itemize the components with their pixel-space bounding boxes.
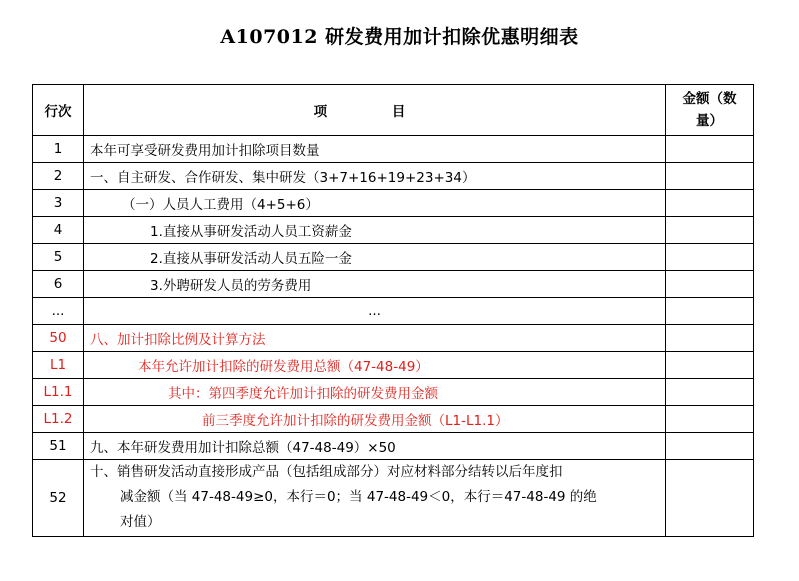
row-number: ... <box>33 298 84 325</box>
row-number: 5 <box>33 244 84 271</box>
table-row <box>33 136 754 163</box>
row-item-line2: 减金额（当 47-48-49≥0，本行＝0；当 47-48-49＜0，本行＝47-48-49 的绝 <box>120 489 597 505</box>
amount-cell[interactable] <box>666 460 754 537</box>
row-number: 2 <box>33 163 84 190</box>
row-item: ... <box>84 298 666 325</box>
row-item: 其中：第四季度允许加计扣除的研发费用金额 <box>84 379 666 406</box>
amount-cell[interactable] <box>666 406 754 433</box>
amount-cell[interactable] <box>666 190 754 217</box>
row-item: （一）人员人工费用（4+5+6） <box>84 190 666 217</box>
row-number: L1 <box>33 352 84 379</box>
row-number: 51 <box>33 433 84 460</box>
header-item-label: 项 目 <box>313 104 436 120</box>
row-item: 1.直接从事研发活动人员工资薪金 <box>84 217 666 244</box>
amount-cell[interactable] <box>666 433 754 460</box>
table-row <box>33 244 754 271</box>
table-header-row <box>33 85 754 136</box>
page-title: A107012 研发费用加计扣除优惠明细表 <box>220 26 579 48</box>
table-row <box>33 271 754 298</box>
row-item: 九、本年研发费用加计扣除总额（47-48-49）×50 <box>84 433 666 460</box>
row-number: L1.1 <box>33 379 84 406</box>
row-number: 50 <box>33 325 84 352</box>
row-number: L1.2 <box>33 406 84 433</box>
row-item: 2.直接从事研发活动人员五险一金 <box>84 244 666 271</box>
amount-cell[interactable] <box>666 271 754 298</box>
table-row <box>33 433 754 460</box>
header-item <box>84 85 666 136</box>
deduction-table <box>32 84 754 537</box>
row-item-line1: 十、销售研发活动直接形成产品（包括组成部分）对应材料部分结转以后年度扣 <box>90 464 563 480</box>
row-item: 本年允许加计扣除的研发费用总额（47-48-49） <box>84 352 666 379</box>
table-row <box>33 325 754 352</box>
row-item <box>84 460 666 537</box>
row-item-line3: 对值） <box>120 514 161 530</box>
row-item: 本年可享受研发费用加计扣除项目数量 <box>84 136 666 163</box>
amount-cell[interactable] <box>666 136 754 163</box>
table-row <box>33 406 754 433</box>
amount-cell[interactable] <box>666 298 754 325</box>
row-number: 6 <box>33 271 84 298</box>
table-row <box>33 460 754 537</box>
amount-cell[interactable] <box>666 163 754 190</box>
table-row-ellipsis <box>33 298 754 325</box>
table-row <box>33 217 754 244</box>
row-item: 前三季度允许加计扣除的研发费用金额（L1-L1.1） <box>84 406 666 433</box>
table-row <box>33 352 754 379</box>
amount-cell[interactable] <box>666 244 754 271</box>
row-item: 一、自主研发、合作研发、集中研发（3+7+16+19+23+34） <box>84 163 666 190</box>
row-number: 4 <box>33 217 84 244</box>
table-row <box>33 163 754 190</box>
table-row <box>33 190 754 217</box>
row-item: 八、加计扣除比例及计算方法 <box>84 325 666 352</box>
amount-cell[interactable] <box>666 325 754 352</box>
amount-cell[interactable] <box>666 379 754 406</box>
header-amount-line2: 量） <box>696 113 723 129</box>
row-number: 52 <box>33 460 84 537</box>
header-amount <box>666 85 754 136</box>
amount-cell[interactable] <box>666 352 754 379</box>
row-number: 1 <box>33 136 84 163</box>
row-item: 3.外聘研发人员的劳务费用 <box>84 271 666 298</box>
header-amount-line1: 金额（数 <box>682 91 737 107</box>
table-row <box>33 379 754 406</box>
amount-cell[interactable] <box>666 217 754 244</box>
row-number: 3 <box>33 190 84 217</box>
header-row-number: 行次 <box>33 85 84 136</box>
